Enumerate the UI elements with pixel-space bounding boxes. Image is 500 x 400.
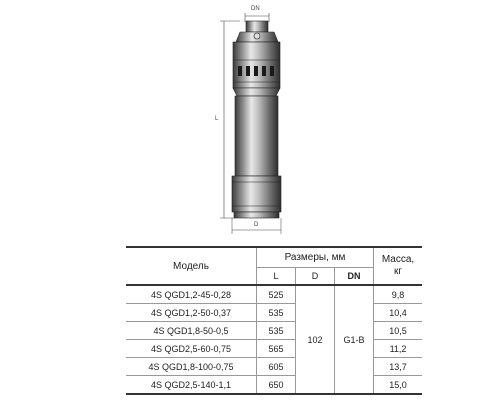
cell-l: 525	[257, 285, 296, 304]
header-d: D	[296, 267, 335, 285]
table-row	[126, 358, 422, 376]
cell-mass: 13,7	[374, 358, 423, 376]
cell-d: 102	[296, 285, 335, 394]
cell-l: 650	[257, 376, 296, 395]
cell-mass: 9,8	[374, 285, 423, 304]
cell-model: 4S QGD1,8-100-0,75	[126, 358, 257, 376]
cell-model: 4S QGD1,8-50-0,5	[126, 322, 257, 340]
spec-table	[126, 246, 422, 395]
header-mass-line2: кг	[393, 266, 403, 277]
table-row	[126, 322, 422, 340]
pump-intake-section	[233, 42, 280, 88]
cell-l: 535	[257, 304, 296, 322]
dn-dimension	[245, 13, 269, 22]
header-l: L	[257, 267, 296, 285]
cell-mass: 15,0	[374, 376, 423, 395]
pump-base	[234, 212, 279, 218]
table-row	[126, 376, 422, 395]
cell-l: 535	[257, 322, 296, 340]
d-label: D	[254, 222, 259, 228]
cell-l: 605	[257, 358, 296, 376]
cell-model: 4S QGD1,2-50-0,37	[126, 304, 257, 322]
pump-motor-body	[235, 96, 278, 176]
dn-label: DN	[251, 6, 260, 12]
cell-model: 4S QGD1,2-45-0,28	[126, 285, 257, 304]
l-label: L	[215, 116, 219, 122]
header-mass	[374, 247, 423, 285]
cell-model: 4S QGD2,5-60-0,75	[126, 340, 257, 358]
pump-lower-collar	[232, 176, 281, 212]
pump-outlet-head	[236, 21, 278, 42]
cell-mass: 10,5	[374, 322, 423, 340]
cell-l: 565	[257, 340, 296, 358]
header-mass-line1: Масса,	[381, 254, 415, 265]
table-row	[126, 285, 422, 304]
table-row	[126, 304, 422, 322]
header-model: Модель	[126, 247, 257, 285]
cell-mass: 11,2	[374, 340, 423, 358]
cell-model: 4S QGD2,5-140-1,1	[126, 376, 257, 395]
pump-body-transition	[233, 88, 280, 96]
cell-mass: 10,4	[374, 304, 423, 322]
header-dimensions: Размеры, мм	[257, 247, 374, 267]
table-row	[126, 340, 422, 358]
header-dn: DN	[335, 267, 374, 285]
cell-dn: G1-B	[335, 285, 374, 394]
